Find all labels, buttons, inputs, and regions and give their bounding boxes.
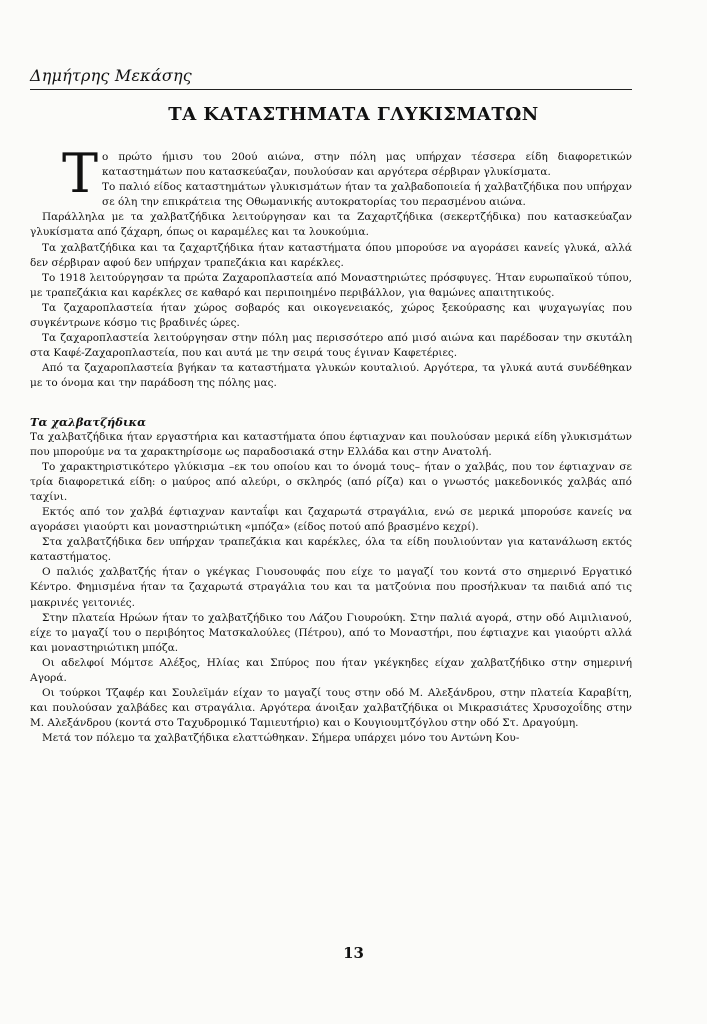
header-rule — [30, 89, 632, 90]
running-head-author: Δημήτρης Μεκάσης — [30, 66, 192, 85]
paragraph: Οι τούρκοι Τζαφέρ και Σουλεϊμάν είχαν το μαγαζί τους στην οδό Μ. Αλεξάνδρου, στην πλατεία Καραβίτη, και πουλούσαν χαλβάδες και στραγάλια. Αργότερα άνοιξαν χαλβατζήδικα οι Μικρασιάτες Χρυσοχοΐδης στην Μ. Αλεξάνδρου (κοντά στο Ταχυδρομικό Ταμιευτήριο) και ο Κουγιουμτζόγλου στην οδό Στ. Δραγούμη. — [30, 687, 632, 730]
paragraph: Τα χαλβατζήδικα ήταν εργαστήρια και καταστήματα όπου έφτιαχναν και πουλούσαν μερικά είδη γλυκισμάτων που μπορούμε να τα χαρακτηρίσομε ως παραδοσιακά στην Ελλάδα και στην Ανατολή. — [30, 430, 632, 458]
intro-lead-text: ο πρώτο ήμισυ του 20ού αιώνα, στην πόλη μας υπήρχαν τέσσερα είδη διαφορετικών καταστημάτων που κατασκεύαζαν, πουλούσαν και αργότερα σέρβιραν γλυκίσματα. — [102, 151, 632, 179]
paragraph: Εκτός από τον χαλβά έφτιαχναν κανταΐφι και ζαχαρωτά στραγάλια, ενώ σε μερικά μπορούσε κανείς να αγοράσει γιαούρτι και μοναστηριώτικη «μπόζα» (είδος ποτού από βρασμένο κεχρί). — [30, 505, 632, 534]
page-number: 13 — [343, 944, 364, 962]
drop-cap-letter: Τ — [62, 142, 99, 205]
paragraph: Τα ζαχαροπλαστεία ήταν χώρος σοβαρός και οικογενειακός, χώρος ξεκούρασης και ψυχαγωγίας που συγκέντρωνε κόσμο τις βραδινές ώρες. — [30, 301, 632, 330]
paragraph: Το χαρακτηριστικότερο γλύκισμα –εκ του οποίου και το όνομά τους– ήταν ο χαλβάς, που τον έφτιαχναν σε τρία διαφορετικά είδη: ο μαύρος από αλεύρι, ο σκληρός (από ρίζα) και ο γνωστός μακεδονικός χαλβάς από ταχίνι. — [30, 460, 632, 503]
paragraph: Παράλληλα με τα χαλβατζήδικα λειτούργησαν και τα Ζαχαρτζήδικα (σεκερτζήδικα) που κατασκεύαζαν γλυκίσματα από ζάχαρη, όπως οι καραμέλες και τα λουκούμια. — [30, 211, 632, 239]
paragraph: Ο παλιός χαλβατζής ήταν ο γκέγκας Γιουσουφάς που είχε το μαγαζί του κοντά στο σημερινό Εργατικό Κέντρο. Φημισμένα ήταν τα ζαχαρωτά στραγάλια του και τα ματζούνια που προσήλκυαν τα παιδιά από τις μακρινές γειτονιές. — [30, 566, 632, 609]
chapter-title: ΤΑ ΚΑΤΑΣΤΗΜΑΤΑ ΓΛΥΚΙΣΜΑΤΩΝ — [168, 104, 539, 125]
section-heading: Τα χαλβατζήδικα — [30, 414, 146, 429]
section-spacer — [30, 392, 632, 414]
paragraph: Τα χαλβατζήδικα και τα ζαχαρτζήδικα ήταν καταστήματα όπου μπορούσε να αγοράσει κανείς γλυκά, αλλά δεν σέρβιραν αφού δεν υπήρχαν τραπεζάκια και καρέκλες. — [30, 241, 632, 269]
paragraph: Στην πλατεία Ηρώων ήταν το χαλβατζήδικο του Λάζου Γιουρούκη. Στην παλιά αγορά, στην οδό Αιμιλιανού, είχε το μαγαζί του ο περιβόητος Ματσκαλούλες (Πέτρου), από το Μοναστήρι, που έφτιαχνε και γιαούρτι αλλά και μοναστηριώτικη μπόζα. — [30, 611, 632, 654]
article-body — [30, 142, 632, 746]
paragraph: Μετά τον πόλεμο τα χαλβατζήδικα ελαττώθηκαν. Σήμερα υπάρχει μόνο του Αντώνη Κου- — [42, 732, 520, 745]
paragraph: Τα ζαχαροπλαστεία λειτούργησαν στην πόλη μας περισσότερο από μισό αιώνα και παρέδοσαν την σκυτάλη στα Καφέ-Ζαχαροπλαστεία, που και αυτά με την σειρά τους έγιναν Καφετέριες. — [30, 332, 632, 360]
paragraph: Στα χαλβατζήδικα δεν υπήρχαν τραπεζάκια και καρέκλες, όλα τα είδη πουλιούνταν για κατανάλωση εκτός καταστήματος. — [30, 536, 632, 564]
paragraph: Από τα ζαχαροπλαστεία βγήκαν τα καταστήματα γλυκών κουταλιού. Αργότερα, τα γλυκά αυτά συνδέθηκαν με το όνομα και την παράδοση της πόλης μας. — [30, 362, 632, 390]
paragraph: Οι αδελφοί Μόμτσε Αλέξος, Ηλίας και Σπύρος που ήταν γκέγκηδες είχαν χαλβατζήδικο στην σημερινή Αγορά. — [30, 656, 632, 684]
paragraph: Το παλιό είδος καταστημάτων γλυκισμάτων ήταν τα χαλβαδοποιεία ή χαλβατζήδικα που υπήρχαν σε όλη την επικράτεια της Οθωμανικής αυτοκρατορίας του περασμένου αιώνα. — [102, 181, 632, 209]
paragraph: Το 1918 λειτούργησαν τα πρώτα Ζαχαροπλαστεία από Μοναστηριώτες πρόσφυγες. Ήταν ευρωπαϊκού τύπου, με τραπεζάκια και καρέκλες σε καθαρό και περιποιημένο περιβάλλον, για θαμώνες απαιτητικούς. — [30, 271, 632, 299]
